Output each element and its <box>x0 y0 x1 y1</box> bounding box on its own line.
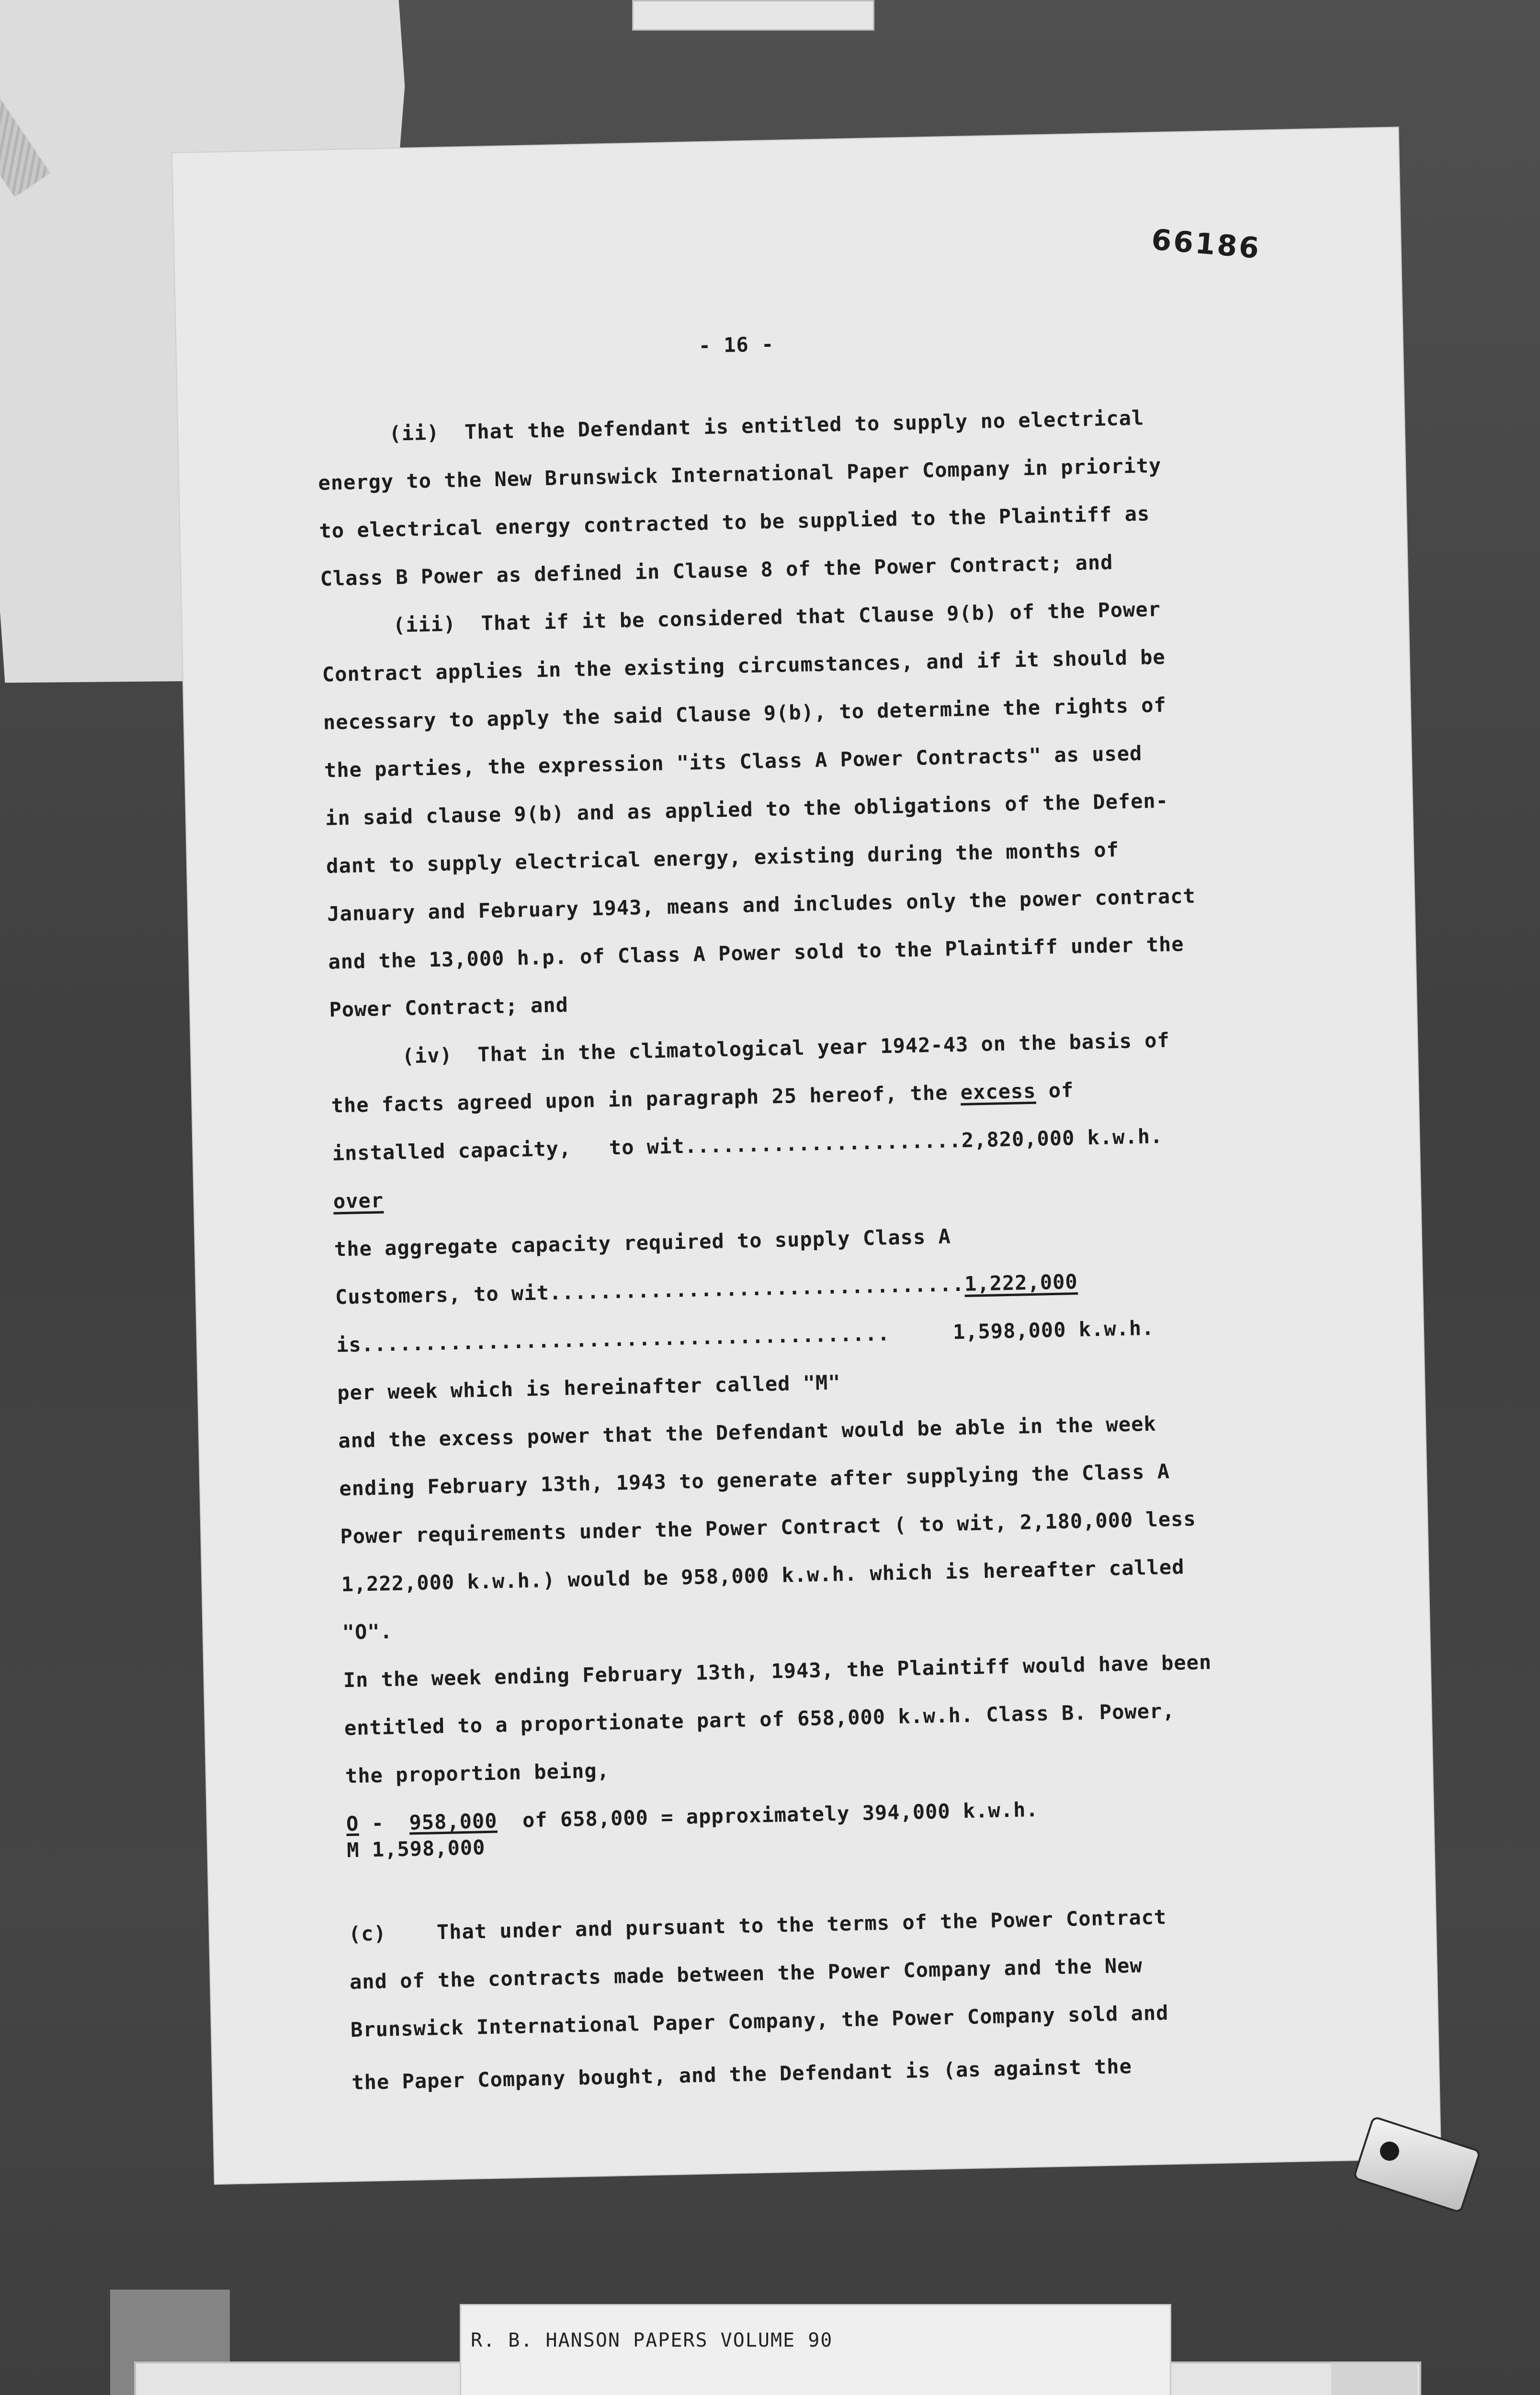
fraction-letter-m: M <box>346 1838 360 1862</box>
fraction-letter-o: O <box>346 1812 359 1836</box>
text-line: and the 13,000 h.p. of Class A Power sold to the Plaintiff under the <box>328 932 1185 974</box>
text-line: necessary to apply the said Clause 9(b), to determine the rights of <box>323 693 1167 734</box>
text-line: 1,222,000 k.w.h.) would be 958,000 k.w.h. which is hereafter called <box>341 1555 1185 1597</box>
text-line: Contract applies in the existing circumstances, and if it should be <box>322 645 1166 686</box>
stamp-number: 66186 <box>1150 223 1262 266</box>
text-line: per week which is hereinafter called "M" <box>337 1370 841 1405</box>
text-line: (c) That under and pursuant to the terms of the Power Contract <box>348 1905 1167 1946</box>
text-line: is.......................................... 1,598,000 k.w.h. <box>336 1316 1155 1357</box>
text-line: installed capacity, to wit......................2,820,000 k.w.h. <box>332 1124 1163 1165</box>
text-line: the proportion being, <box>345 1758 610 1788</box>
text-line: (iii) That if it be considered that Clause 9(b) of the Power <box>393 597 1161 637</box>
text-line: and of the contracts made between the Power Company and the New <box>349 1953 1143 1994</box>
text-line: entitled to a proportionate part of 658,000 k.w.h. Class B. Power, <box>344 1699 1175 1740</box>
text-line: to electrical energy contracted to be supplied to the Plaintiff as <box>319 502 1150 543</box>
over-word: over <box>333 1188 384 1213</box>
fraction-bottom-line <box>347 1836 486 1862</box>
text-line: Power requirements under the Power Contract ( to wit, 2,180,000 less <box>340 1506 1197 1549</box>
text-line: Customers, to wit................................. <box>335 1272 965 1309</box>
fraction-numerator: 958,000 <box>409 1809 498 1835</box>
text-line: the facts agreed upon in paragraph 25 hereof, the <box>331 1080 961 1118</box>
excess-tail: of <box>1035 1078 1074 1103</box>
text-line: dant to supply electrical energy, existing during the months of <box>326 837 1120 878</box>
tape-strip <box>1331 2361 1417 2395</box>
text-line: (ii) That the Defendant is entitled to supply no electrical <box>388 406 1144 445</box>
document-page <box>172 127 1440 2184</box>
text-line: the Paper Company bought, and the Defendant is (as against the <box>351 2054 1132 2095</box>
text-line: Power Contract; and <box>329 993 569 1022</box>
class-a-customers-value: 1,222,000 <box>964 1269 1078 1296</box>
weight-hole <box>1378 2139 1402 2163</box>
fraction-equals: - <box>371 1811 385 1836</box>
fraction-denominator: 1,598,000 <box>372 1836 486 1862</box>
fraction-tail: of 658,000 = approximately 394,000 k.w.h. <box>522 1797 1039 1832</box>
fold-strip <box>0 70 50 197</box>
text-line: Class B Power as defined in Clause 8 of the Power Contract; and <box>320 550 1113 591</box>
text-line: ending February 13th, 1943 to generate after supplying the Class A <box>339 1459 1170 1501</box>
text-line: (iv) That in the climatological year 1942-43 on the basis of <box>402 1028 1170 1068</box>
volume-slip <box>460 2304 1171 2395</box>
text-line-customers <box>335 1270 1078 1309</box>
text-line: in said clause 9(b) and as applied to the obligations of the Defen- <box>325 788 1169 830</box>
text-line: energy to the New Brunswick International Paper Company in priority <box>317 453 1162 495</box>
fraction-top-line <box>346 1798 1039 1836</box>
top-clip <box>632 0 874 31</box>
volume-label: R. B. HANSON PAPERS VOLUME 90 <box>471 2329 833 2351</box>
text-line-excess <box>331 1078 1074 1117</box>
text-line: "O". <box>342 1619 393 1644</box>
text-line: the parties, the expression "its Class A Power Contracts" as used <box>324 741 1143 782</box>
text-line: January and February 1943, means and includes only the power contract <box>327 884 1196 926</box>
excess-word: excess <box>960 1079 1036 1104</box>
page-number: - 16 - <box>698 332 774 358</box>
paper-weight <box>1353 2116 1482 2214</box>
text-line: and the excess power that the Defendant would be able in the week <box>338 1412 1157 1453</box>
text-line: Brunswick International Paper Company, the Power Company sold and <box>350 2001 1169 2042</box>
text-line: In the week ending February 13th, 1943, the Plaintiff would have been <box>343 1650 1212 1692</box>
text-line: the aggregate capacity required to supply Class A <box>334 1224 951 1261</box>
